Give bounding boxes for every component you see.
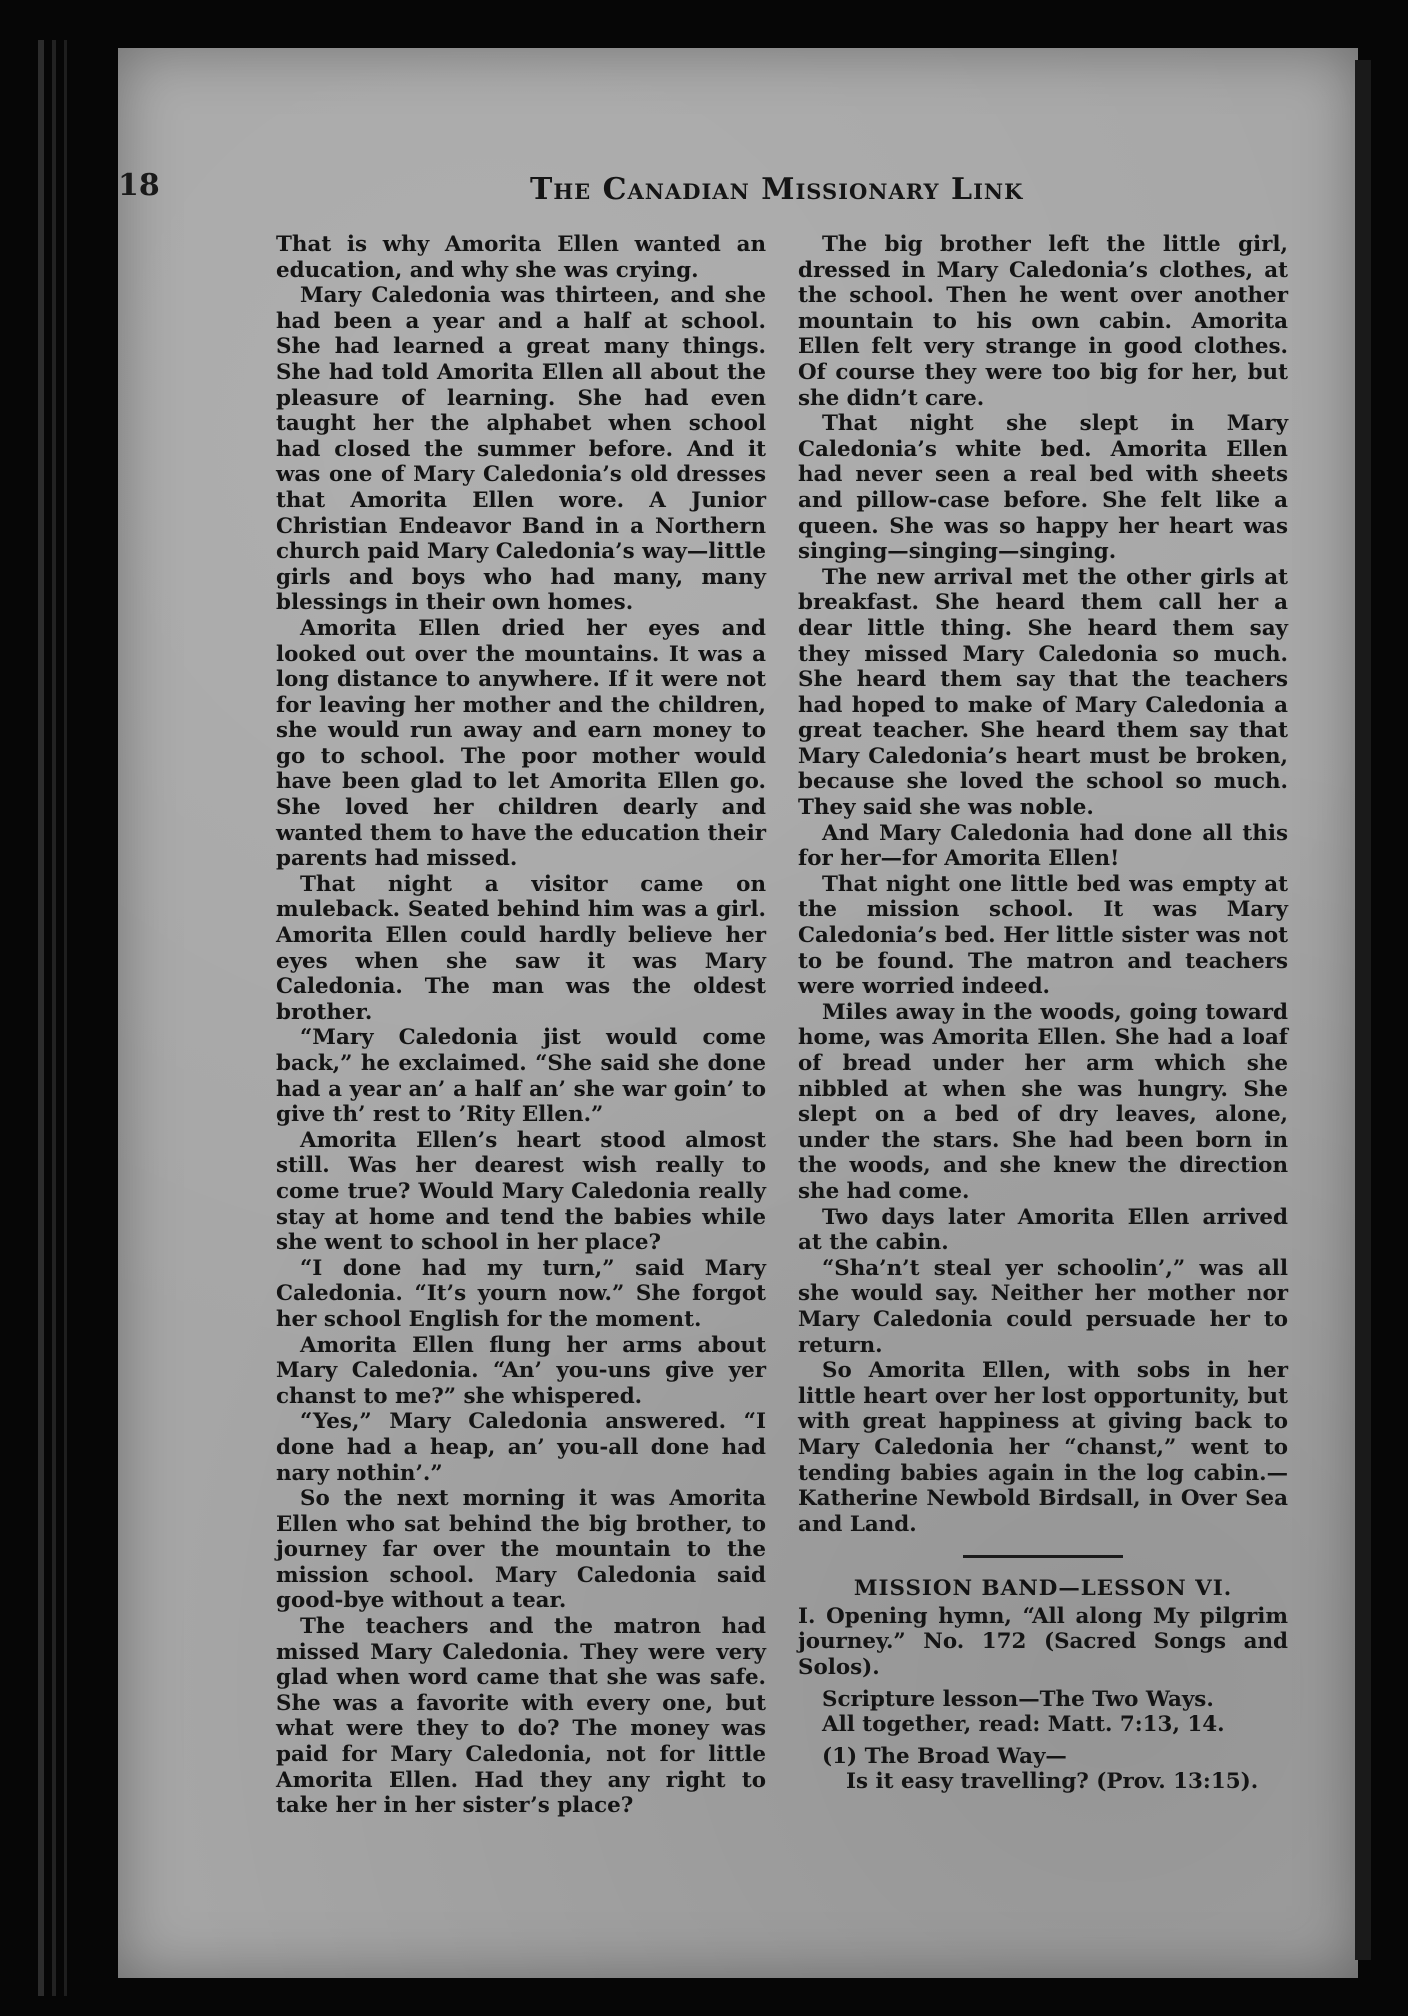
paragraph: “Sha’n’t steal yer schoolin’,” was all she would say. Neither her mother nor Mary Caledonia could persuade her to return.	[798, 1255, 1288, 1358]
paragraph: That night one little bed was empty at the mission school. It was Mary Caledonia’s bed. Her little sister was not to be found. The matron and teachers were worried indeed.	[798, 871, 1288, 1000]
right-column	[798, 232, 1288, 1795]
paragraph: Amorita Ellen dried her eyes and looked out over the mountains. It was a long distance to anywhere. If it were not for leaving her mother and the children, she would run away and earn money to go to school. The poor mother would have been glad to let Amorita Ellen go. She loved her children dearly and wanted them to have the education their parents had missed.	[276, 615, 766, 872]
running-title: The Canadian Missionary Link	[530, 172, 1024, 207]
lesson-point: (1) The Broad Way—	[822, 1743, 1067, 1769]
paragraph: “I done had my turn,” said Mary Caledonia. “It’s yourn now.” She forgot her school English for the moment.	[276, 1255, 766, 1332]
lesson-question: Is it easy travelling? (Prov. 13:15).	[846, 1769, 1259, 1795]
paragraph: That night a visitor came on muleback. Seated behind him was a girl. Amorita Ellen could hardly believe her eyes when she saw it was Mary Caledonia. The man was the oldest brother.	[276, 871, 766, 1025]
lesson-heading: MISSION BAND—LESSON VI.	[853, 1576, 1233, 1602]
page-number: 18	[118, 168, 160, 203]
paragraph: Mary Caledonia was thirteen, and she had been a year and a half at school. She had learned a great many things. She had told Amorita Ellen all about the pleasure of learning. She had even taught her the alphabet when school had closed the summer before. And it was one of Mary Caledonia’s old dresses that Amorita Ellen wore. A Junior Christian Endeavor Band in a Northern church paid Mary Caledonia’s way—little girls and boys who had many, many blessings in their own homes.	[276, 283, 766, 616]
binding-line	[64, 40, 67, 1996]
paragraph: The teachers and the matron had missed Mary Caledonia. They were very glad when word came that she was safe. She was a favorite with every one, but what were they to do? The money was paid for Mary Caledonia, not for little Amorita Ellen. Had they any right to take her in her sister’s place?	[276, 1614, 766, 1819]
paragraph: “Yes,” Mary Caledonia answered. “I done had a heap, an’ you-all done had nary nothin’.”	[276, 1409, 766, 1486]
section-divider	[963, 1555, 1123, 1558]
left-column	[276, 232, 766, 1819]
paragraph: The new arrival met the other girls at breakfast. She heard them call her a dear little thing. She heard them say they missed Mary Caledonia so much. She heard them say that the teachers had hoped to make of Mary Caledonia a great teacher. She heard them say that Mary Caledonia’s heart must be broken, because she loved the school so much. They said she was noble.	[798, 564, 1288, 821]
binding-line	[52, 40, 56, 1996]
paragraph: Amorita Ellen’s heart stood almost still. Was her dearest wish really to come true? Would Mary Caledonia really stay at home and tend the babies while she went to school in her place?	[276, 1127, 766, 1256]
paragraph: That night she slept in Mary Caledonia’s white bed. Amorita Ellen had never seen a real bed with sheets and pillow-case before. She felt like a queen. She was so happy her heart was singing—singing—singing.	[798, 411, 1288, 565]
paragraph: That is why Amorita Ellen wanted an education, and why she was crying.	[276, 232, 766, 283]
paragraph: So the next morning it was Amorita Ellen who sat behind the big brother, to journey far over the mountain to the mission school. Mary Caledonia said good-bye without a tear.	[276, 1486, 766, 1614]
page-edge	[1355, 60, 1371, 1960]
paragraph: So Amorita Ellen, with sobs in her little heart over her lost opportunity, but with great happiness at giving back to Mary Caledonia her “chanst,” went to tending babies again in the log cabin.—Katherine Newbold Birdsall, in Over Sea and Land.	[798, 1358, 1288, 1537]
paragraph: “Mary Caledonia jist would come back,” he exclaimed. “She said she done had a year an’ a half an’ she war goin’ to give th’ rest to ’Rity Ellen.”	[276, 1025, 766, 1128]
paragraph: The big brother left the little girl, dressed in Mary Caledonia’s clothes, at the school. Then he went over another mountain to his own cabin. Amorita Ellen felt very strange in good clothes. Of course they were too big for her, but she didn’t care.	[798, 232, 1288, 411]
paragraph: Two days later Amorita Ellen arrived at the cabin.	[798, 1204, 1288, 1256]
lesson-scripture-reading: All together, read: Matt. 7:13, 14.	[822, 1712, 1225, 1738]
paragraph: And Mary Caledonia had done all this for her—for Amorita Ellen!	[798, 820, 1288, 872]
paragraph: Miles away in the woods, going toward home, was Amorita Ellen. She had a loaf of bread under her arm which she nibbled at when she was hungry. She slept on a bed of dry leaves, alone, under the stars. She had been born in the woods, and she knew the direction she had come.	[798, 999, 1288, 1204]
lesson-opening: I. Opening hymn, “All along My pilgrim journey.” No. 172 (Sacred Songs and Solos).	[798, 1603, 1288, 1681]
paragraph: Amorita Ellen flung her arms about Mary Caledonia. “An’ you-uns give yer chanst to me?” she whispered.	[276, 1332, 766, 1409]
binding-line	[38, 40, 44, 1996]
lesson-scripture: Scripture lesson—The Two Ways.	[822, 1686, 1214, 1712]
